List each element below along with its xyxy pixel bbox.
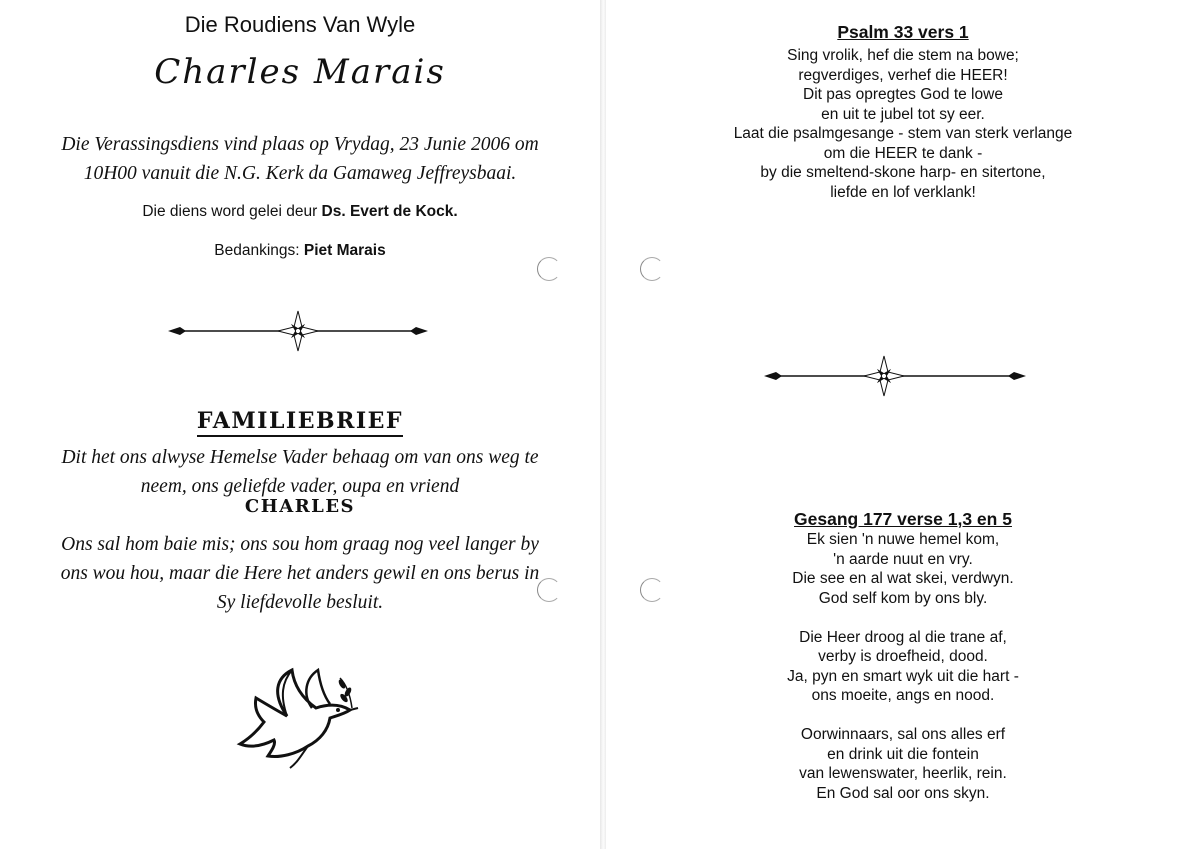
hymn-line: Die see en al wat skei, verdwyn. — [792, 570, 1014, 587]
hymn-line: verby is droefheid, dood. — [818, 648, 988, 665]
hymn-text — [606, 530, 1200, 803]
deceased-first-name: CHARLES — [244, 496, 356, 517]
dove-icon — [232, 664, 362, 772]
psalm-line: Laat die psalmgesange - stem van sterk verlange — [733, 125, 1073, 142]
hymn-line: en drink uit die fontein — [827, 745, 979, 763]
thanks-name: Piet Marais — [303, 242, 386, 259]
psalm-line: by die smeltend-skone harp- en sitertone, — [760, 164, 1046, 181]
hymn-title: Gesang 177 verse 1,3 en 5 — [794, 509, 1012, 529]
star-divider-icon — [764, 353, 1026, 399]
hymn-line: Die Heer droog al die trane af, — [799, 628, 1007, 646]
service-details: Die Verassingsdiens vind plaas op Vrydag, 23 Junie 2006 om 10H00 vanuit die N.G. Kerk da Gamaweg Jeffreysbaai. — [61, 134, 539, 184]
punch-hole-icon — [537, 257, 561, 281]
closing-text: Ons sal hom baie mis; ons sou hom graag nog veel langer by ons wou hou, maar die Here het anders gewil en ons berus in Sy liefdevolle besluit. — [60, 534, 540, 613]
family-letter-text: Dit het ons alwyse Hemelse Vader behaag om van ons weg te neem, ons geliefde vader, oupa en vriend — [61, 447, 539, 497]
psalm-line: Dit pas opregtes God te lowe — [803, 86, 1003, 103]
psalm-line: regverdiges, verhef die HEER! — [798, 66, 1008, 84]
punch-hole-icon — [640, 257, 664, 281]
psalm-line: en uit te jubel tot sy eer. — [821, 105, 985, 123]
punch-hole-icon — [537, 578, 561, 602]
psalm-line: liefde en lof verklank! — [830, 183, 976, 201]
psalm-text — [606, 46, 1200, 202]
psalm-line: om die HEER te dank - — [823, 144, 983, 162]
hymn-line: van lewenswater, heerlik, rein. — [799, 765, 1007, 782]
hymn-line: Ek sien 'n nuwe hemel kom, — [806, 531, 1000, 548]
psalm-line: Sing vrolik, hef die stem na bowe; — [787, 47, 1019, 64]
hymn-line: God self kom by ons bly. — [818, 589, 988, 607]
hymn-line: En God sal oor ons skyn. — [816, 784, 990, 802]
led-by-name: Ds. Evert de Kock. — [321, 203, 458, 220]
memorial-title: Die Roudiens Van Wyle — [184, 12, 416, 37]
psalm-title: Psalm 33 vers 1 — [837, 22, 969, 42]
thanks-prefix: Bedankings: — [214, 242, 304, 259]
hymn-line: Ja, pyn en smart wyk uit die hart - — [787, 667, 1019, 685]
led-by-line — [0, 203, 600, 221]
deceased-name: Charles Marais — [154, 52, 446, 92]
hymn-line: 'n aarde nuut en vry. — [833, 550, 973, 568]
right-page — [606, 0, 1200, 849]
punch-hole-icon — [640, 578, 664, 602]
star-divider-icon — [168, 308, 428, 354]
led-by-prefix: Die diens word gelei deur — [142, 203, 322, 220]
hymn-line: ons moeite, angs en nood. — [811, 687, 995, 704]
hymn-line: Oorwinnaars, sal ons alles erf — [800, 726, 1006, 743]
thanks-line — [0, 242, 600, 260]
family-letter-heading: FAMILIEBRIEF — [0, 408, 600, 434]
